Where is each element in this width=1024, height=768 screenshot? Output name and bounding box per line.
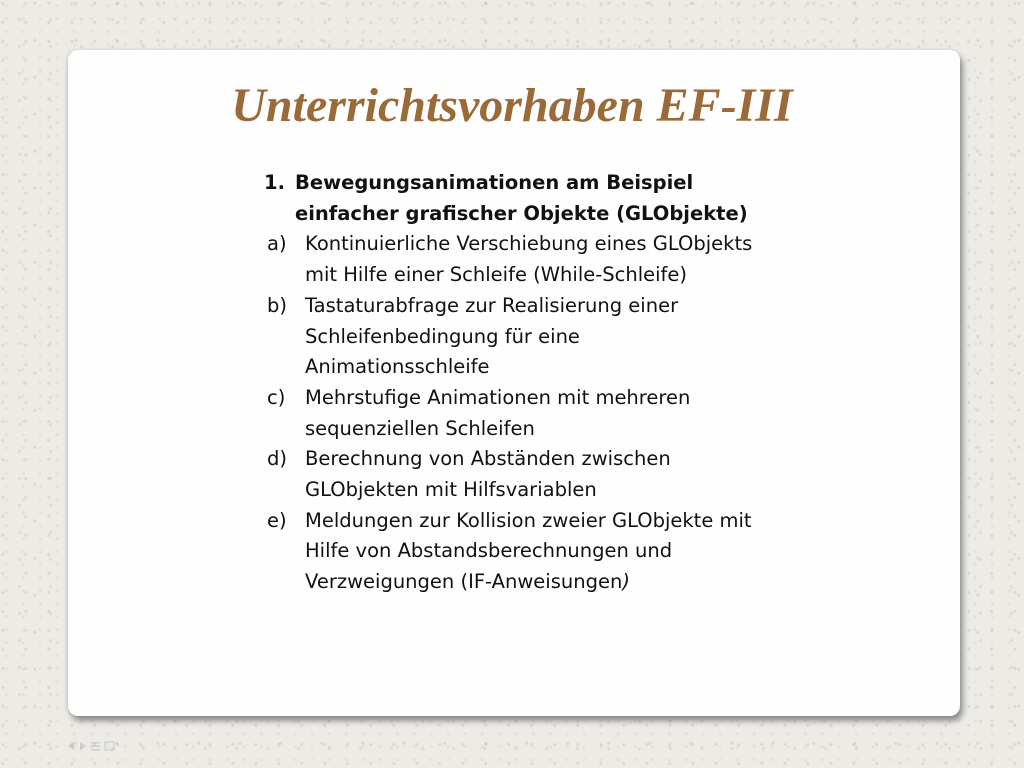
topic-list <box>264 229 764 597</box>
list-item-text: Mehrstufige Animationen mit mehreren sequenziellen Schleifen <box>305 385 691 440</box>
list-item-e <box>264 506 764 598</box>
section-number: 1. <box>264 171 285 194</box>
list-marker: b) <box>267 293 287 317</box>
list-item-c <box>264 383 764 444</box>
slide-title: Unterrichtsvorhaben EF-III <box>231 79 793 132</box>
list-item-text: Berechnung von Abständen zwischen GLObjekten mit Hilfsvariablen <box>305 447 671 502</box>
section-heading-text: Bewegungsanimationen am Beispiel einfacher grafischer Objekte (GLObjekte) <box>295 171 748 225</box>
list-marker: e) <box>267 508 287 532</box>
section-heading <box>264 168 764 229</box>
list-marker: c) <box>267 385 286 409</box>
list-item-b <box>264 291 764 383</box>
list-item-text: Meldungen zur Kollision zweier GLObjekte mit Hilfe von Abstandsberechnungen und Verzweigungen (IF-Anweisungen <box>305 508 752 594</box>
slide-menu-icon[interactable] <box>91 742 100 751</box>
closing-parenthesis: ) <box>622 570 630 594</box>
list-item-a <box>264 229 764 290</box>
list-item-text: Kontinuierliche Verschiebung eines GLObjekts mit Hilfe einer Schleife (While-Schleife) <box>305 232 753 287</box>
slide-content <box>264 168 764 598</box>
slide-nav-icons <box>66 739 116 753</box>
list-item-d <box>264 444 764 505</box>
next-slide-icon[interactable] <box>80 742 86 750</box>
previous-slide-icon[interactable] <box>68 742 74 750</box>
list-marker: a) <box>267 232 287 256</box>
list-marker: d) <box>267 447 287 471</box>
list-item-text: Tastaturabfrage zur Realisierung einer Schleifenbedingung für eine Animationsschleife <box>305 293 679 379</box>
slide-view-icon[interactable] <box>105 742 114 750</box>
